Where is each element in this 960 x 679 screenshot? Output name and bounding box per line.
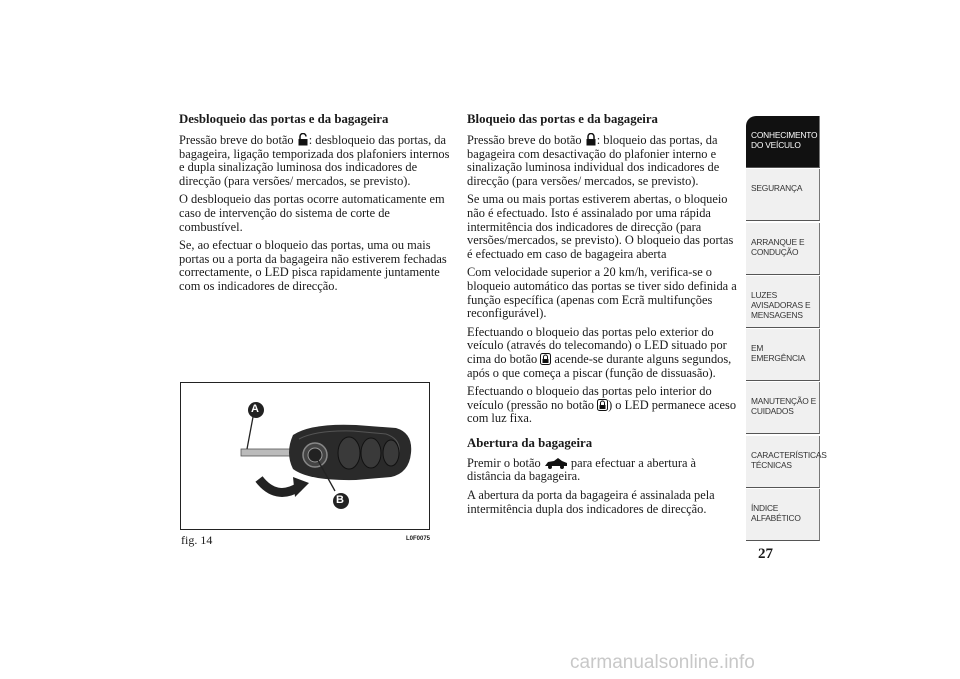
tab-indice-alfabetico[interactable]: ÍNDICE ALFABÉTICO (746, 489, 820, 541)
figure-caption: fig. 14 (181, 533, 213, 547)
section-heading-trunk: Abertura da bagageira (467, 435, 593, 450)
tab-seguranca[interactable]: SEGURANÇA (746, 169, 820, 221)
page-number: 27 (758, 546, 773, 562)
tab-manutencao[interactable]: MANUTENÇÃO E CUIDADOS (746, 382, 820, 434)
right-column (467, 112, 739, 521)
key-figure (180, 382, 430, 530)
paragraph: Se uma ou mais portas estiverem abertas, o bloqueio não é efectuado. Isto é assinalado por uma rápida intermitência dos indicadores de direcção (para versões/mercados, se previsto). O bloqueio das portas é efectuado em caso de bagageira aberta (467, 192, 734, 261)
lock-button-icon (540, 353, 551, 365)
paragraph: Pressão breve do botão : bloqueio das portas, da bagageira com desactivação do plafonier interno e sinalização luminosa individual dos indicadores de direcção (para versões/ mercados, se previsto). (467, 133, 720, 188)
padlock-closed-icon (585, 133, 597, 146)
tab-em-emergencia[interactable]: EM EMERGÊNCIA (746, 329, 820, 381)
chapter-tabs (746, 116, 827, 542)
paragraph: Efectuando o bloqueio das portas pelo exterior do veículo (através do telecomando) o LED situado por cima do botão acende-se durante alguns segundos, após o que começa a piscar (função de dissuasão). (467, 324, 732, 380)
paragraph: Se, ao efectuar o bloqueio das portas, uma ou mais portas ou a porta da bagageira não estiverem fechadas correctamente, o LED pisca rapidamente juntamente com os indicadores de direcção. (179, 238, 447, 293)
section-heading-unlock: Desbloqueio das portas e da bagageira (179, 112, 389, 126)
figure-code: L0F0075 (406, 536, 431, 542)
left-column (179, 112, 451, 299)
padlock-open-icon (297, 133, 309, 146)
tab-arranque-e-conducao[interactable]: ARRANQUE E CONDUÇÃO (746, 223, 820, 275)
paragraph: Premir o botão para efectuar a abertura à distância da bagageira. (467, 455, 697, 484)
section-heading-lock: Bloqueio das portas e da bagageira (467, 112, 658, 126)
paragraph: Efectuando o bloqueio das portas pelo interior do veículo (pressão no botão ) o LED permanece aceso com luz fixa. (467, 384, 737, 426)
label-b: B (336, 494, 344, 506)
tab-caracteristicas-tecnicas[interactable]: CARACTERÍSTICAS TÉCNICAS (746, 436, 820, 488)
tab-luzes-avisadoras[interactable]: LUZES AVISADORAS E MENSAGENS (746, 276, 820, 328)
paragraph: A abertura da porta da bagageira é assinalada pela intermitência dupla dos indicadores de direcção. (467, 488, 715, 516)
watermark: carmanualsonline.info (570, 652, 755, 673)
paragraph: O desbloqueio das portas ocorre automaticamente em caso de intervenção do sistema de corte de combustível. (179, 192, 445, 234)
paragraph: Com velocidade superior a 20 km/h, verifica-se o bloqueio automático das portas se tiver sido definida a função específica (apenas com Ecrã multifunções reconfigurável). (467, 265, 737, 321)
paragraph: Pressão breve do botão : desbloqueio das portas, da bagageira, ligação temporizada dos plafoniers internos e dupla sinalização luminosa dos indicadores de direcção (para versões/ mercados, se previsto). (179, 133, 450, 188)
tab-conhecimento-do-veiculo[interactable]: CONHECIMENTO DO VEÍCULO (746, 116, 820, 168)
key-fob-illustration (181, 383, 429, 529)
lock-button-icon (597, 399, 608, 411)
label-a: A (251, 403, 259, 415)
car-trunk-icon (544, 458, 568, 469)
